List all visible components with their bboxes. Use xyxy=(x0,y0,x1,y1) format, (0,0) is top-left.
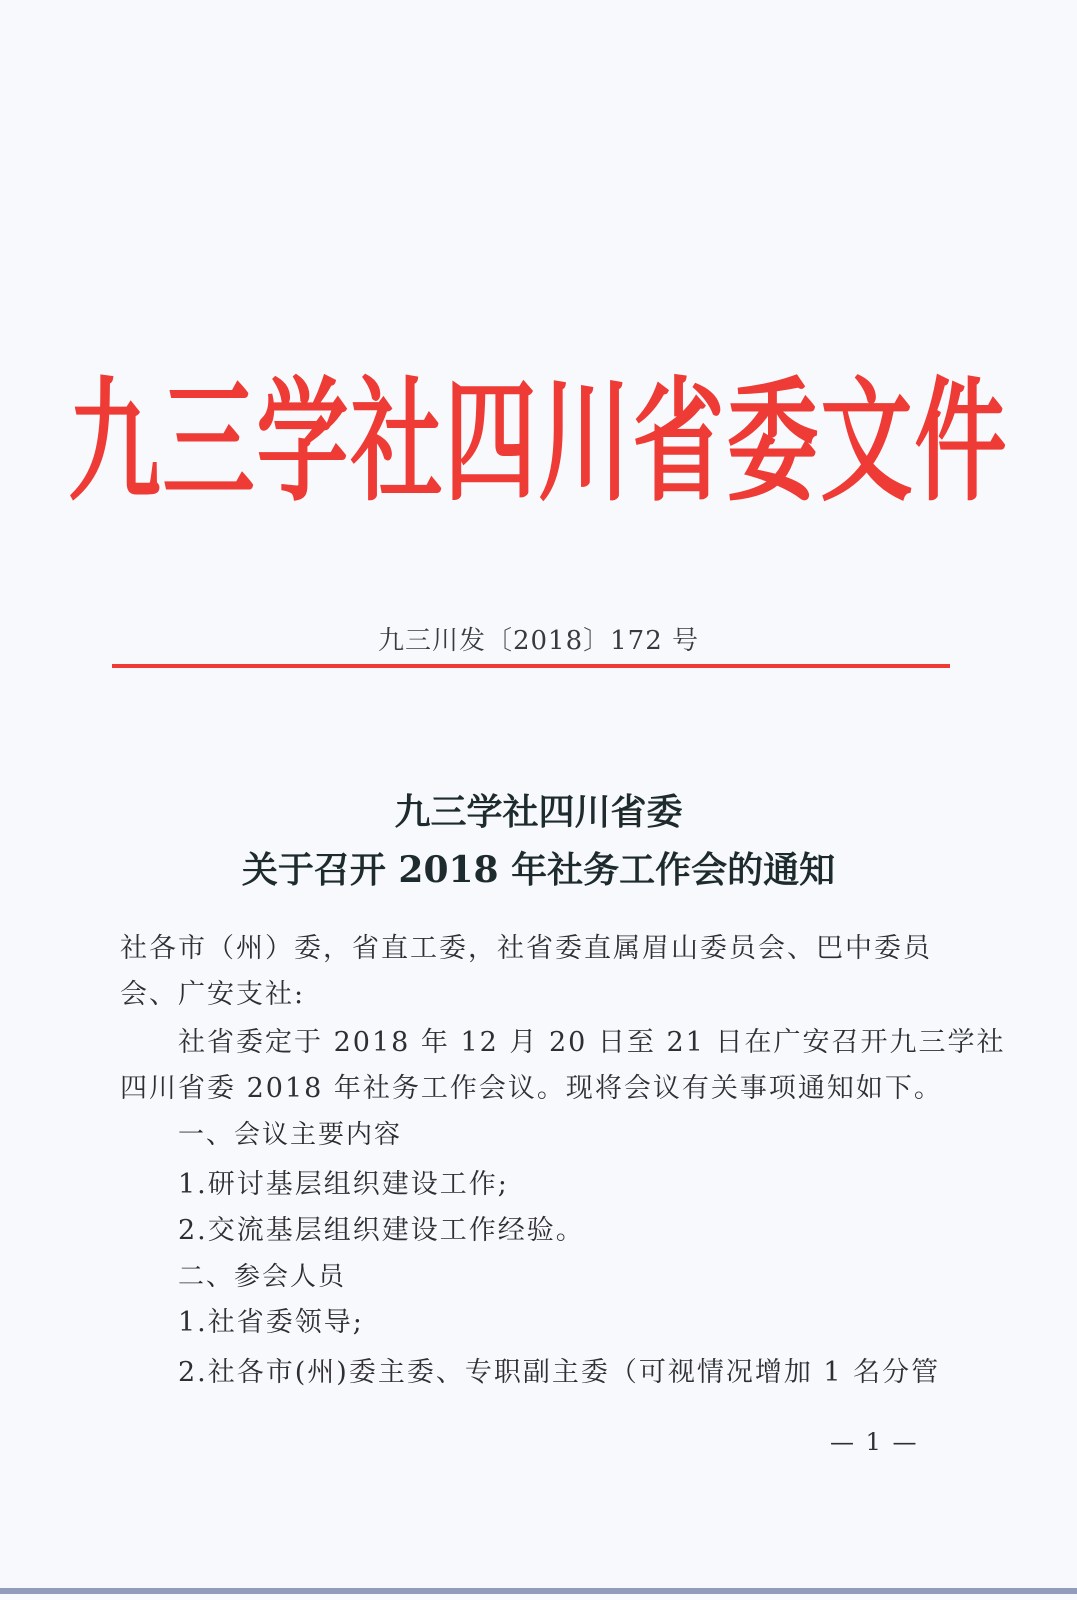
section-1-heading: 一、会议主要内容 xyxy=(178,1120,403,1150)
paragraph-1-line-1: 社省委定于 2018 年 12 月 20 日至 21 日在广安召开九三学社 xyxy=(178,1027,1006,1058)
notice-title-line-2: 关于召开 2018 年社务工作会的通知 xyxy=(241,849,836,891)
addressee-line-1: 社各市（州）委，省直工委，社省委直属眉山委员会、巴中委员 xyxy=(120,933,932,964)
section-1-item-1: 1.研讨基层组织建设工作; xyxy=(178,1169,509,1200)
notice-title-line-1: 九三学社四川省委 xyxy=(394,791,683,833)
document-number: 九三川发〔2018〕172 号 xyxy=(377,626,700,656)
addressee-line-2: 会、广安支社: xyxy=(120,979,306,1010)
document-header-title: 九三学社四川省委文件 xyxy=(68,364,1009,520)
section-1-item-2: 2.交流基层组织建设工作经验。 xyxy=(178,1215,585,1246)
paragraph-1-line-2: 四川省委 2018 年社务工作会议。现将会议有关事项通知如下。 xyxy=(120,1073,943,1104)
scan-edge-band xyxy=(0,1588,1077,1594)
section-2-item-2: 2.社各市(州)委主委、专职副主委（可视情况增加 1 名分管 xyxy=(178,1357,941,1388)
section-2-item-1: 1.社省委领导; xyxy=(178,1307,364,1338)
section-2-heading: 二、参会人员 xyxy=(178,1262,347,1292)
red-separator-line xyxy=(112,664,950,668)
page-number: — 1 — xyxy=(830,1428,919,1456)
